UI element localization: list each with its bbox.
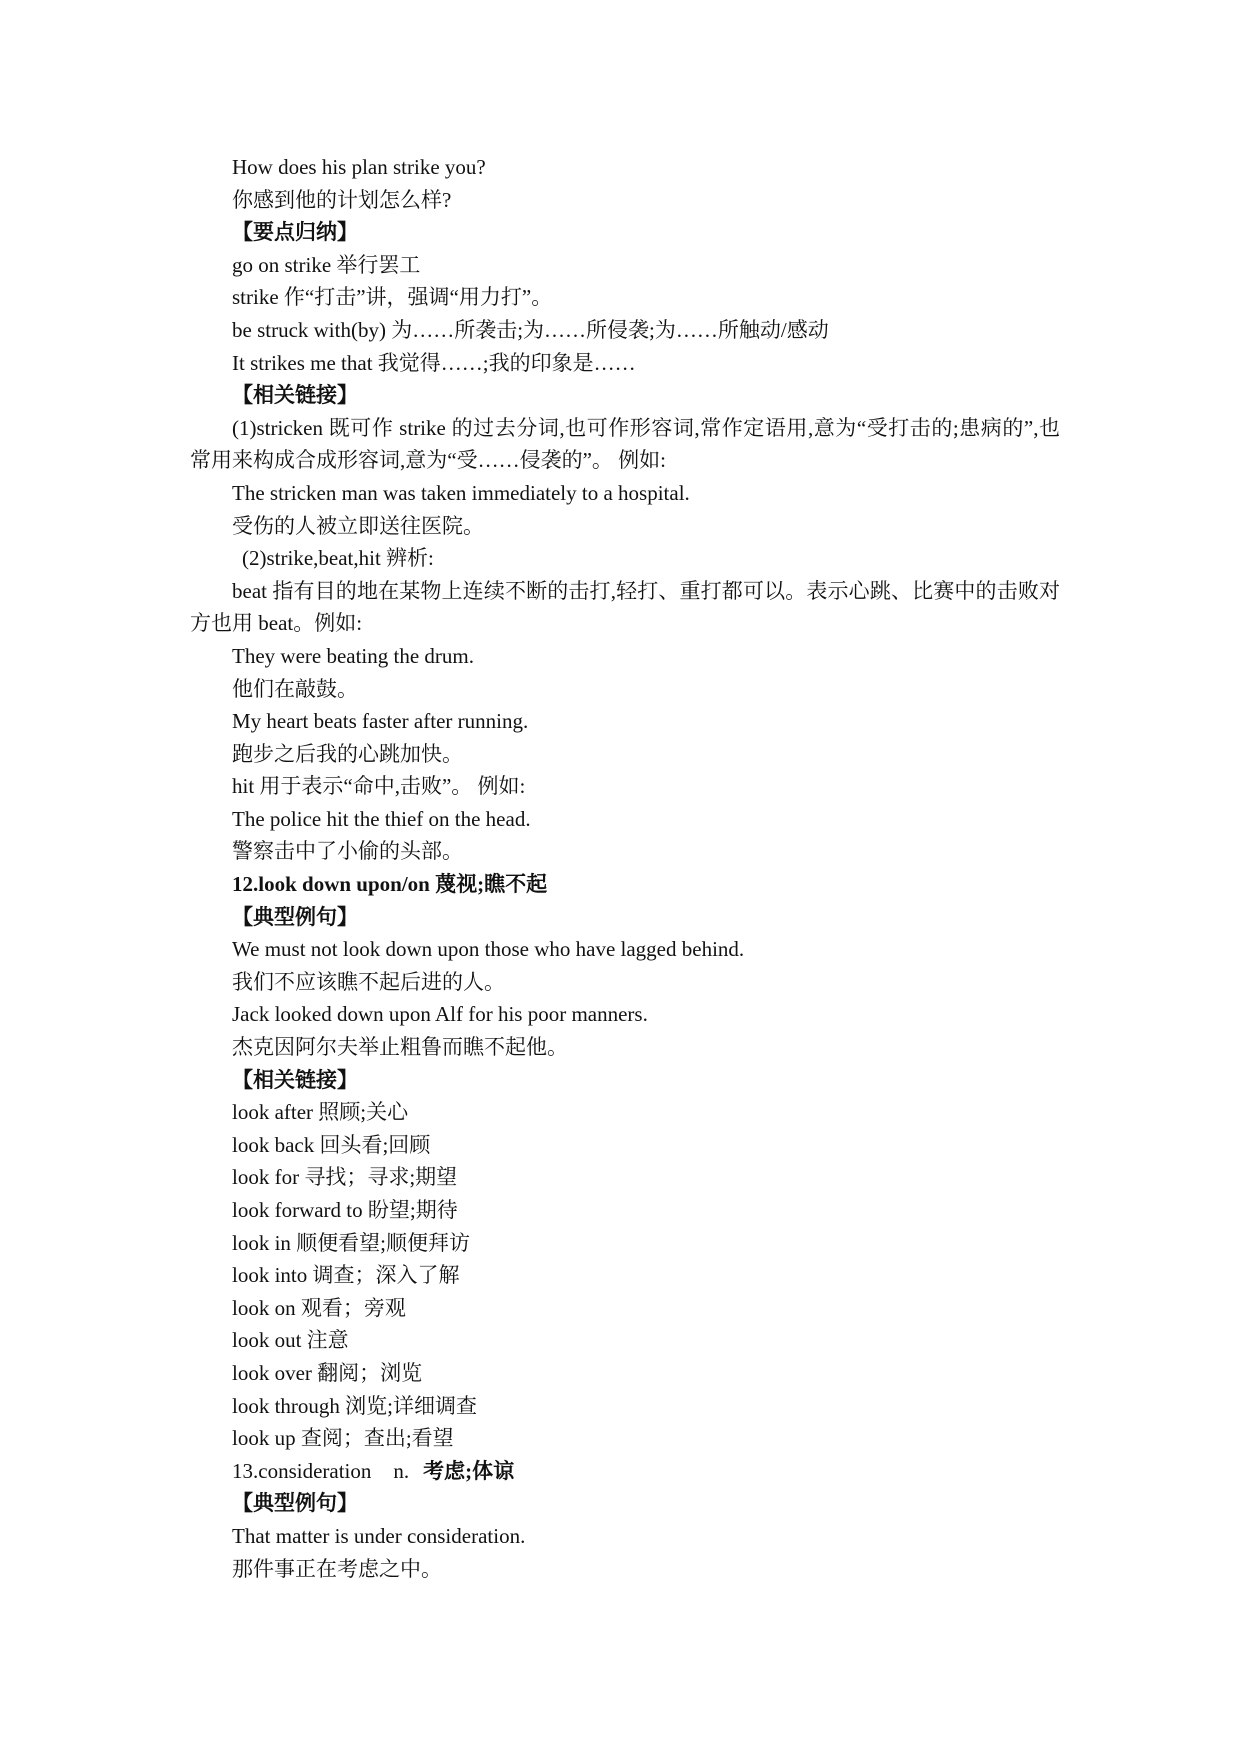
section-heading-typical-examples: 【典型例句】	[232, 904, 358, 929]
phrase-item: look on 观看；旁观	[232, 1295, 406, 1320]
phrase-item: look over 翻阅；浏览	[232, 1360, 423, 1385]
phrase-item: look forward to 盼望;期待	[232, 1198, 458, 1222]
phrase-item: look in 顺便看望;顺便拜访	[232, 1230, 471, 1255]
section-heading-key-points: 【要点归纳】	[232, 220, 358, 245]
example-sentence: That matter is under consideration.	[232, 1523, 526, 1548]
entry-heading-look-down-upon: 12.look down upon/on 蔑视;瞧不起	[232, 872, 548, 897]
phrase-item: look up 查阅；查出;看望	[232, 1426, 454, 1451]
example-sentence: We must not look down upon those who have lagged behind.	[232, 937, 745, 962]
entry-heading-consideration	[190, 1455, 1060, 1488]
example-translation: 他们在敲鼓。	[232, 676, 358, 701]
example-translation: 跑步之后我的心跳加快。	[232, 741, 463, 766]
entry-word: 13.consideration	[232, 1458, 372, 1483]
example-sentence: My heart beats faster after running.	[232, 709, 529, 734]
entry-meaning: 考虑;体谅	[423, 1458, 515, 1483]
example-translation: 杰克因阿尔夫举止粗鲁而瞧不起他。	[232, 1035, 568, 1060]
phrase-item: look after 照顾;关心	[232, 1100, 409, 1125]
key-point-line: It strikes me that 我觉得……;我的印象是……	[232, 350, 636, 375]
hit-explanation: hit 用于表示“命中,击败”。 例如:	[232, 774, 526, 799]
stricken-explanation-paragraph: (1)stricken 既可作 strike 的过去分词,也可作形容词,常作定语用,意为“受打击的;患病的”,也常用来构成合成形容词,意为“受……侵袭的”。 例如:	[190, 415, 1060, 473]
example-sentence: The police hit the thief on the head.	[232, 806, 531, 831]
example-translation: 那件事正在考虑之中。	[232, 1556, 442, 1581]
part-of-speech: n.	[393, 1458, 410, 1483]
phrase-item: look into 调查；深入了解	[232, 1263, 460, 1288]
key-point-line: strike 作“打击”讲，强调“用力打”。	[232, 285, 553, 310]
phrase-item: look through 浏览;详细调查	[232, 1393, 477, 1418]
document-body	[190, 151, 1060, 1585]
beat-explanation-paragraph: beat 指有目的地在某物上连续不断的击打,轻打、重打都可以。表示心跳、比赛中的击败对方也用 beat。例如:	[190, 578, 1060, 636]
example-translation: 警察击中了小偷的头部。	[232, 839, 463, 864]
example-translation: 你感到他的计划怎么样?	[232, 187, 452, 212]
example-translation: 我们不应该瞧不起后进的人。	[232, 969, 505, 994]
phrase-item: look back 回头看;回顾	[232, 1132, 431, 1157]
example-sentence: Jack looked down upon Alf for his poor manners.	[232, 1002, 648, 1027]
example-sentence: They were beating the drum.	[232, 643, 474, 668]
key-point-line: go on strike 举行罢工	[232, 252, 421, 277]
section-heading-related-links: 【相关链接】	[232, 383, 358, 408]
phrase-item: look for 寻找；寻求;期望	[232, 1165, 458, 1190]
example-sentence: How does his plan strike you?	[232, 155, 486, 179]
phrase-item: look out 注意	[232, 1328, 349, 1353]
example-sentence: The stricken man was taken immediately to a hospital.	[232, 480, 690, 505]
section-heading-typical-examples: 【典型例句】	[232, 1491, 358, 1516]
key-point-line: be struck with(by) 为……所袭击;为……所侵袭;为……所触动/感动	[232, 317, 829, 342]
subsection-heading: (2)strike,beat,hit 辨析:	[242, 546, 434, 571]
section-heading-related-links: 【相关链接】	[232, 1067, 358, 1092]
example-translation: 受伤的人被立即送往医院。	[232, 513, 484, 538]
